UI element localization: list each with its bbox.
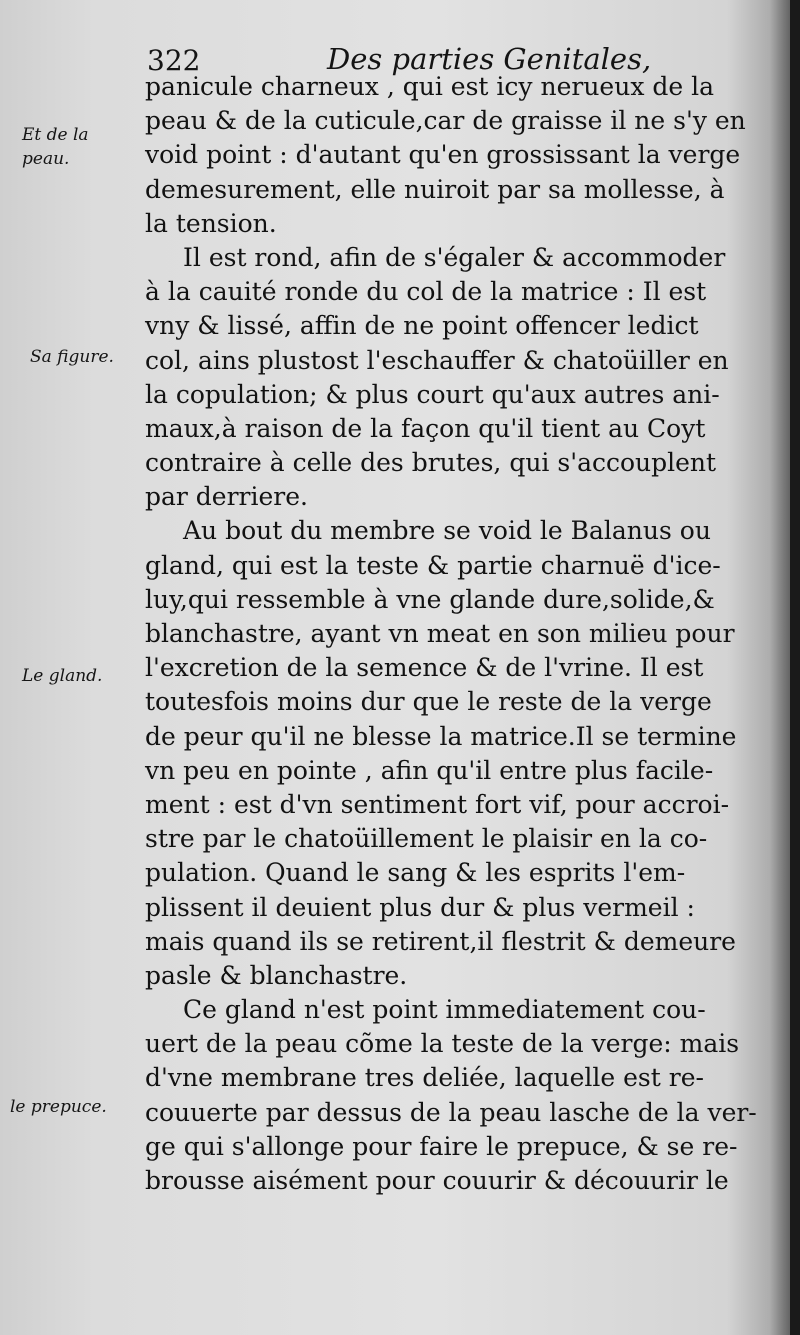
text-line: demesurement, elle nuiroit par sa mollesse, à — [145, 174, 725, 204]
marginal-note-glans: Le gland. — [22, 666, 103, 686]
text-line: pasle & blanchastre. — [145, 960, 408, 990]
text-line: brousse aisément pour couurir & découurir le — [145, 1166, 729, 1195]
text-line: plissent il deuient plus dur & plus vermeil : — [145, 892, 695, 922]
marginal-note-prepuce: le prepuce. — [10, 1097, 107, 1117]
text-line: Au bout du membre se void le Balanus ou — [183, 516, 711, 546]
text-line: l'excretion de la semence & de l'vrine. Il est — [145, 653, 704, 683]
text-line: uert de la peau cõme la teste de la verge: mais — [145, 1029, 740, 1059]
text-line: à la cauité ronde du col de la matrice : Il est — [145, 277, 707, 307]
text-line: d'vne membrane tres deliée, laquelle est re- — [145, 1063, 704, 1093]
text-line: maux,à raison de la façon qu'il tient au Coyt — [145, 413, 706, 443]
text-line: gland, qui est la teste & partie charnuë d'ice- — [145, 550, 721, 580]
text-line: mais quand ils se retirent,il flestrit & demeure — [145, 926, 736, 956]
text-line: vn peu en pointe , afin qu'il entre plus facile- — [145, 755, 714, 785]
marginal-note-line: peau. — [22, 149, 70, 169]
text-line: pulation. Quand le sang & les esprits l'em- — [145, 858, 686, 888]
text-line: contraire à celle des brutes, qui s'accouplent — [145, 448, 717, 478]
text-line: ge qui s'allonge pour faire le prepuce, & se re- — [145, 1131, 738, 1161]
text-line: par derriere. — [145, 482, 308, 512]
text-line: stre par le chatoüillement le plaisir en la co- — [145, 824, 708, 854]
text-line: ment : est d'vn sentiment fort vif, pour accroi- — [145, 789, 730, 819]
body-text — [145, 70, 765, 1198]
marginal-note-line: Et de la — [22, 125, 89, 145]
text-line: Il est rond, afin de s'égaler & accommoder — [183, 242, 726, 272]
running-head: Des parties Genitales, — [327, 42, 652, 76]
page-number: 322 — [147, 44, 201, 77]
text-line: de peur qu'il ne blesse la matrice.Il se termine — [145, 721, 737, 751]
text-line: Ce gland n'est point immediatement cou- — [183, 995, 706, 1025]
text-line: vny & lissé, affin de ne point offencer ledict — [145, 311, 699, 341]
text-line: panicule charneux , qui est icy nerueux de la — [145, 72, 715, 101]
text-line: couuerte par dessus de la peau lasche de la ver- — [145, 1097, 757, 1127]
text-line: blanchastre, ayant vn meat en son milieu pour — [145, 619, 735, 648]
text-line: la tension. — [145, 208, 277, 238]
marginal-note-figure: Sa figure. — [30, 347, 114, 367]
text-line: la copulation; & plus court qu'aux autres ani- — [145, 379, 720, 409]
text-line: col, ains plustost l'eschauffer & chatoüiller en — [145, 345, 729, 375]
text-line: toutesfois moins dur que le reste de la verge — [145, 687, 712, 717]
text-line: peau & de la cuticule,car de graisse il ne s'y en — [145, 106, 746, 136]
marginal-note-skin — [22, 123, 89, 171]
text-line: luy,qui ressemble à vne glande dure,solide,& — [145, 584, 715, 614]
text-line: void point : d'autant qu'en grossissant la verge — [145, 140, 741, 170]
